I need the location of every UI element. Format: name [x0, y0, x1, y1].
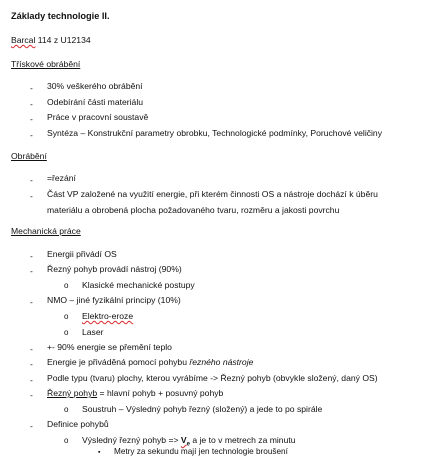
bullet-dash: -	[30, 251, 33, 261]
list-item: Část VP založené na využití energie, při kterém činnosti OS a nástroje dochází k úběru	[47, 189, 378, 199]
heading-triskove-obrabeni: Třískové obrábění	[11, 59, 81, 69]
list-item: Syntéza – Konstrukční parametry obrobku, Technologické podmínky, Poruchové veličiny	[47, 128, 383, 138]
list-item: Odebírání části materiálu	[47, 97, 144, 107]
bullet-dash: -	[30, 99, 33, 109]
list-item: 30% veškerého obrábění	[47, 81, 143, 91]
list-item: Energii přivádí OS	[47, 249, 117, 259]
bullet-dash: -	[30, 130, 33, 140]
list-item: Práce v pracovní soustavě	[47, 112, 149, 122]
bullet-dash: -	[30, 114, 33, 124]
bullet-dash: -	[30, 297, 33, 307]
bullet-circle: o	[64, 405, 69, 414]
author-line	[11, 35, 91, 46]
bullet-dash: -	[30, 175, 33, 185]
heading-obrabeni: Obrábění	[11, 151, 47, 161]
bullet-dash: -	[30, 266, 33, 276]
list-item: Řezný pohyb provádí nástroj (90%)	[47, 264, 182, 274]
document-title: Základy technologie II.	[11, 11, 110, 21]
list-subitem: Výsledný řezný pohyb => $V_e$ a je to v metrech za minutu	[82, 435, 296, 448]
list-item: +- 90% energie se přemění teplo	[47, 342, 172, 352]
bullet-dash: -	[30, 421, 33, 431]
list-item: Energie je přiváděná pomocí pohybu řezného nástroje	[47, 357, 254, 367]
heading-mechanicka-prace: Mechanická práce	[11, 226, 81, 236]
list-subitem: Elektro-eroze	[82, 311, 134, 321]
list-item: Podle typu (tvaru) plochy, kterou vyrábíme -> Řezný pohyb (obvykle složený, daný OS)	[47, 373, 378, 383]
author-id: 114 z U12134	[35, 35, 91, 45]
bullet-dash: -	[30, 390, 33, 400]
bullet-dash: -	[30, 83, 33, 93]
bullet-circle: o	[64, 312, 69, 321]
list-subitem: Klasické mechanické postupy	[82, 280, 195, 290]
list-item: =řezání	[47, 173, 76, 183]
bullet-dash: -	[30, 359, 33, 369]
bullet-dash: -	[30, 191, 33, 201]
list-subitem: Laser	[82, 327, 104, 337]
list-subsubitem: Metry za sekundu mají jen technologie broušení	[114, 447, 288, 456]
bullet-circle: o	[64, 281, 69, 290]
list-item: Definice pohybů	[47, 419, 109, 429]
bullet-circle: o	[64, 436, 69, 445]
bullet-square: ▪	[98, 449, 101, 456]
author-name: Barcal	[11, 35, 36, 45]
list-item: NMO – jiné fyzikální principy (10%)	[47, 295, 181, 305]
list-item: Řezný pohyb = hlavní pohyb + posuvný pohyb	[47, 388, 224, 398]
list-item-continuation: materiálu a obrobená plocha požadovaného tvaru, rozměru a jakosti povrchu	[47, 205, 340, 215]
bullet-dash: -	[30, 344, 33, 354]
list-subitem: Soustruh – Výsledný pohyb řezný (složený) a jede to po spirále	[82, 404, 323, 414]
bullet-dash: -	[30, 375, 33, 385]
bullet-circle: o	[64, 328, 69, 337]
